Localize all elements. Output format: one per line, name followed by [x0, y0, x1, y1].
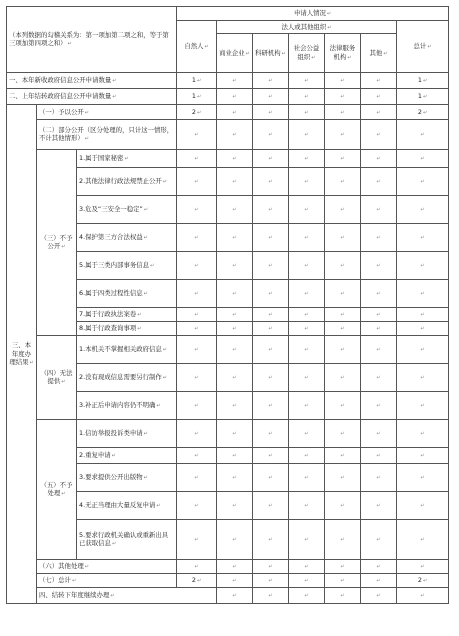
empty-cell — [289, 196, 325, 224]
empty-cell — [289, 574, 325, 588]
empty-cell — [217, 364, 253, 392]
empty-cell — [325, 73, 361, 89]
empty-cell — [253, 322, 289, 336]
subsection-label: （五）不予处理↵ — [37, 420, 77, 560]
empty-cell — [253, 280, 289, 308]
empty-cell — [177, 322, 217, 336]
empty-cell — [361, 392, 397, 420]
empty-cell — [217, 420, 253, 448]
empty-cell — [289, 308, 325, 322]
empty-cell — [325, 492, 361, 520]
empty-cell — [325, 464, 361, 492]
empty-cell — [325, 280, 361, 308]
empty-cell — [289, 280, 325, 308]
table-row — [7, 150, 449, 168]
item-label: 3.要求提供公开出版物↵ — [77, 464, 177, 492]
empty-cell — [177, 448, 217, 464]
value-total: 2↵ — [397, 105, 449, 120]
empty-cell — [289, 105, 325, 120]
empty-cell — [217, 574, 253, 588]
empty-cell — [361, 280, 397, 308]
empty-cell — [217, 492, 253, 520]
empty-cell — [325, 308, 361, 322]
row-label: （六）其他处理↵ — [37, 560, 177, 574]
empty-cell — [177, 520, 217, 560]
empty-cell — [361, 252, 397, 280]
empty-cell — [325, 336, 361, 364]
empty-cell — [397, 448, 449, 464]
empty-cell — [361, 196, 397, 224]
empty-cell — [325, 560, 361, 574]
empty-cell — [217, 224, 253, 252]
empty-cell — [361, 308, 397, 322]
subsection-label: （三）不予公开↵ — [37, 150, 77, 336]
empty-cell — [361, 448, 397, 464]
empty-cell — [361, 420, 397, 448]
empty-cell — [177, 560, 217, 574]
empty-cell — [289, 448, 325, 464]
empty-cell — [325, 322, 361, 336]
empty-cell — [289, 252, 325, 280]
empty-cell — [397, 252, 449, 280]
other-header: 其他↵ — [361, 34, 397, 73]
table-row — [7, 336, 449, 364]
empty-cell — [253, 448, 289, 464]
header-note: （本列数据的勾稽关系为：第一项加第二项之和，等于第三项加第四项之和）↵ — [7, 7, 177, 73]
empty-cell — [177, 168, 217, 196]
item-label: 5.要求行政机关确认或重新出具已获取信息↵ — [77, 520, 177, 560]
empty-cell — [397, 168, 449, 196]
item-label: 6.属于四类过程性信息↵ — [77, 280, 177, 308]
empty-cell — [217, 105, 253, 120]
empty-cell — [397, 336, 449, 364]
item-label: 2.重复申请↵ — [77, 448, 177, 464]
empty-cell — [325, 224, 361, 252]
empty-cell — [253, 89, 289, 105]
value-natural: 2↵ — [177, 574, 217, 588]
empty-cell — [325, 120, 361, 150]
empty-cell — [397, 560, 449, 574]
empty-cell — [217, 89, 253, 105]
empty-cell — [217, 588, 253, 604]
empty-cell — [177, 420, 217, 448]
empty-cell — [361, 588, 397, 604]
value-natural: 1↵ — [177, 89, 217, 105]
empty-cell — [397, 322, 449, 336]
empty-cell — [325, 420, 361, 448]
empty-cell — [289, 420, 325, 448]
empty-cell — [397, 520, 449, 560]
empty-cell — [325, 574, 361, 588]
empty-cell — [325, 252, 361, 280]
empty-cell — [397, 364, 449, 392]
empty-cell — [177, 120, 217, 150]
row-label: （一）予以公开↵ — [37, 105, 177, 120]
item-label: 3.危及“三安全一稳定”↵ — [77, 196, 177, 224]
item-label: 4.无正当理由大量反复申请↵ — [77, 492, 177, 520]
empty-cell — [325, 105, 361, 120]
empty-cell — [217, 168, 253, 196]
empty-cell — [361, 464, 397, 492]
item-label: 5.属于三类内部事务信息↵ — [77, 252, 177, 280]
empty-cell — [361, 120, 397, 150]
table-row — [7, 560, 449, 574]
table-row — [7, 120, 449, 150]
empty-cell — [217, 448, 253, 464]
empty-cell — [361, 364, 397, 392]
value-total: 1↵ — [397, 73, 449, 89]
empty-cell — [289, 588, 325, 604]
empty-cell — [253, 364, 289, 392]
empty-cell — [177, 492, 217, 520]
legal-service-header: 法律服务机构↵ — [325, 34, 361, 73]
empty-cell — [177, 252, 217, 280]
empty-cell — [397, 588, 449, 604]
empty-cell — [217, 280, 253, 308]
empty-cell — [217, 73, 253, 89]
empty-cell — [325, 168, 361, 196]
empty-cell — [397, 392, 449, 420]
empty-cell — [397, 224, 449, 252]
empty-cell — [361, 73, 397, 89]
empty-cell — [289, 392, 325, 420]
table-row — [7, 73, 449, 89]
empty-cell — [253, 420, 289, 448]
research-header: 科研机构↵ — [253, 34, 289, 73]
empty-cell — [253, 308, 289, 322]
empty-cell — [325, 150, 361, 168]
empty-cell — [325, 89, 361, 105]
empty-cell — [253, 392, 289, 420]
empty-cell — [289, 224, 325, 252]
empty-cell — [253, 574, 289, 588]
empty-cell — [397, 464, 449, 492]
total-header: 总计↵ — [397, 21, 449, 73]
item-label: 4.保护第三方合法权益↵ — [77, 224, 177, 252]
empty-cell — [289, 73, 325, 89]
empty-cell — [217, 120, 253, 150]
row-label: 二、上年结转政府信息公开申请数量↵ — [7, 89, 177, 105]
empty-cell — [325, 588, 361, 604]
item-label: 1.属于国家秘密↵ — [77, 150, 177, 168]
empty-cell — [253, 73, 289, 89]
item-label: 7.属于行政执法案卷↵ — [77, 308, 177, 322]
empty-cell — [361, 574, 397, 588]
empty-cell — [289, 492, 325, 520]
empty-cell — [397, 492, 449, 520]
empty-cell — [253, 196, 289, 224]
table-row — [7, 105, 449, 120]
empty-cell — [177, 150, 217, 168]
empty-cell — [217, 150, 253, 168]
disclosure-statistics-table — [6, 6, 449, 604]
empty-cell — [253, 492, 289, 520]
legal-org-header: 法人或其他组织↵ — [217, 21, 397, 34]
section-3-label: 三、本年度办理结果↵ — [7, 105, 37, 604]
empty-cell — [325, 364, 361, 392]
empty-cell — [289, 364, 325, 392]
empty-cell — [177, 336, 217, 364]
empty-cell — [361, 520, 397, 560]
natural-person-header: 自然人↵ — [177, 21, 217, 73]
empty-cell — [253, 224, 289, 252]
empty-cell — [361, 492, 397, 520]
item-label: 3.补正后申请内容仍不明确↵ — [77, 392, 177, 420]
empty-cell — [217, 560, 253, 574]
empty-cell — [253, 150, 289, 168]
item-label: 8.属于行政查询事项↵ — [77, 322, 177, 336]
empty-cell — [253, 120, 289, 150]
empty-cell — [289, 120, 325, 150]
empty-cell — [361, 168, 397, 196]
empty-cell — [397, 308, 449, 322]
empty-cell — [361, 89, 397, 105]
empty-cell — [253, 560, 289, 574]
table-row — [7, 420, 449, 448]
item-label: 2.没有现成信息需要另行制作↵ — [77, 364, 177, 392]
empty-cell — [325, 392, 361, 420]
empty-cell — [177, 364, 217, 392]
empty-cell — [325, 520, 361, 560]
empty-cell — [325, 448, 361, 464]
row-label: （二）部分公开（区分处理的，只计这一情形，不计其他情形）↵ — [37, 120, 177, 150]
empty-cell — [177, 196, 217, 224]
empty-cell — [177, 308, 217, 322]
applicant-status-header: 申请人情况↵ — [177, 7, 449, 21]
empty-cell — [289, 168, 325, 196]
empty-cell — [253, 588, 289, 604]
value-natural: 1↵ — [177, 73, 217, 89]
empty-cell — [289, 89, 325, 105]
empty-cell — [361, 322, 397, 336]
empty-cell — [217, 252, 253, 280]
empty-cell — [217, 308, 253, 322]
empty-cell — [397, 420, 449, 448]
empty-cell — [177, 464, 217, 492]
empty-cell — [289, 336, 325, 364]
empty-cell — [217, 336, 253, 364]
empty-cell — [397, 280, 449, 308]
row-label: 四、结转下年度继续办理↵ — [37, 588, 217, 604]
empty-cell — [361, 105, 397, 120]
empty-cell — [361, 560, 397, 574]
table-row — [7, 588, 449, 604]
empty-cell — [177, 392, 217, 420]
empty-cell — [289, 150, 325, 168]
empty-cell — [253, 520, 289, 560]
empty-cell — [289, 322, 325, 336]
empty-cell — [217, 392, 253, 420]
empty-cell — [177, 280, 217, 308]
empty-cell — [253, 168, 289, 196]
empty-cell — [217, 520, 253, 560]
empty-cell — [289, 560, 325, 574]
row-label: （七）总计↵ — [37, 574, 177, 588]
value-total: 2↵ — [397, 574, 449, 588]
empty-cell — [253, 252, 289, 280]
item-label: 1.本机关不掌握相关政府信息↵ — [77, 336, 177, 364]
empty-cell — [217, 196, 253, 224]
empty-cell — [217, 464, 253, 492]
empty-cell — [177, 224, 217, 252]
social-welfare-header: 社会公益组织↵ — [289, 34, 325, 73]
value-natural: 2↵ — [177, 105, 217, 120]
empty-cell — [397, 196, 449, 224]
empty-cell — [289, 464, 325, 492]
commercial-header: 商业企业↵ — [217, 34, 253, 73]
empty-cell — [253, 336, 289, 364]
empty-cell — [253, 105, 289, 120]
table-row — [7, 89, 449, 105]
empty-cell — [361, 224, 397, 252]
empty-cell — [397, 120, 449, 150]
empty-cell — [325, 196, 361, 224]
empty-cell — [361, 150, 397, 168]
subsection-label: （四）无法提供↵ — [37, 336, 77, 420]
empty-cell — [289, 520, 325, 560]
empty-cell — [217, 322, 253, 336]
item-label: 2.其他法律行政法规禁止公开↵ — [77, 168, 177, 196]
table-row — [7, 574, 449, 588]
empty-cell — [397, 150, 449, 168]
item-label: 1.信访举报投诉类申请↵ — [77, 420, 177, 448]
value-total: 1↵ — [397, 89, 449, 105]
empty-cell — [253, 464, 289, 492]
empty-cell — [361, 336, 397, 364]
row-label: 一、本年新收政府信息公开申请数量↵ — [7, 73, 177, 89]
